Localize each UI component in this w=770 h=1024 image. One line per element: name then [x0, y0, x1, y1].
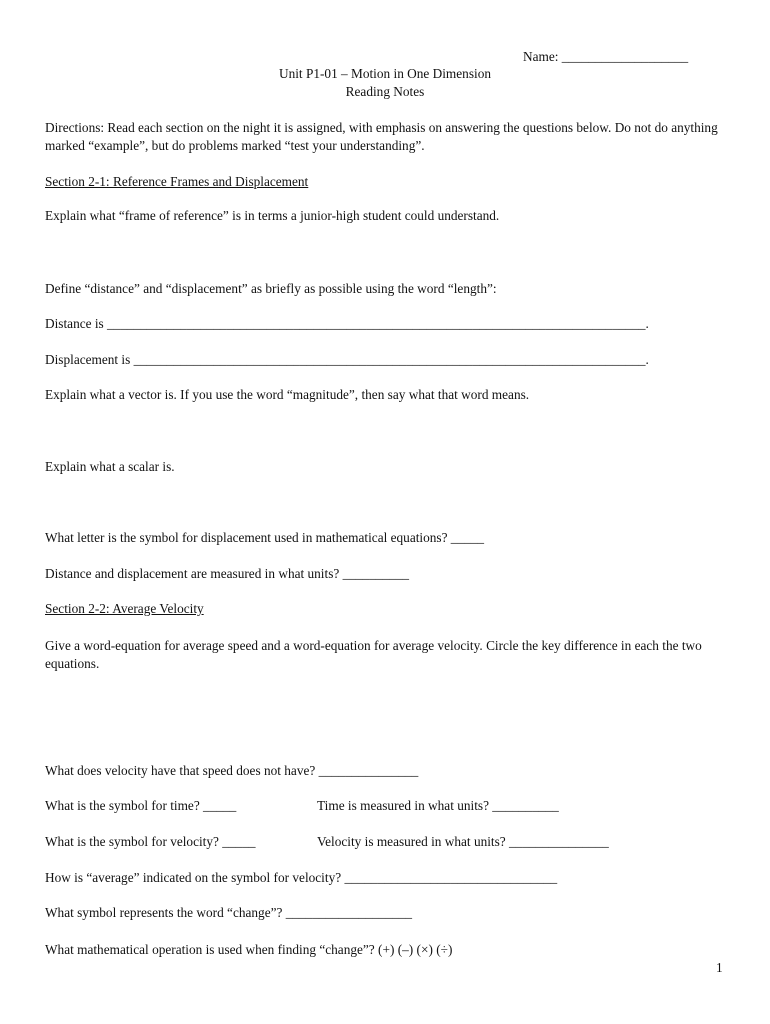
question-distance-units: Distance and displacement are measured in what units? __________ [45, 566, 410, 581]
page-number: 1 [716, 960, 723, 975]
question-average-indicated: How is “average” indicated on the symbol for velocity? ________________________________ [45, 870, 558, 885]
question-displacement-is: Displacement is _____________________________________________________________________________. [45, 352, 649, 367]
question-change-operation: What mathematical operation is used when finding “change”? (+) (–) (×) (÷) [45, 942, 453, 957]
question-time-symbol: What is the symbol for time? _____ [45, 798, 237, 813]
name-field: Name: ___________________ [523, 49, 689, 64]
section-2-1-heading: Section 2-1: Reference Frames and Displacement [45, 174, 309, 189]
question-change-symbol: What symbol represents the word “change”? ___________________ [45, 905, 413, 920]
document-subtitle: Reading Notes [345, 84, 425, 99]
section-2-2-heading: Section 2-2: Average Velocity [45, 601, 204, 616]
question-time-units: Time is measured in what units? __________ [317, 798, 559, 813]
question-velocity-units: Velocity is measured in what units? _______________ [317, 834, 609, 849]
question-frame-of-reference: Explain what “frame of reference” is in terms a junior-high student could understand. [45, 208, 500, 223]
question-scalar: Explain what a scalar is. [45, 459, 175, 474]
question-word-equations: Give a word-equation for average speed and a word-equation for average velocity. Circle the key difference in each the two equations. [45, 638, 702, 671]
question-displacement-symbol: What letter is the symbol for displacement used in mathematical equations? _____ [45, 530, 485, 545]
document-title: Unit P1-01 – Motion in One Dimension [278, 66, 491, 81]
question-define-distance-displacement: Define “distance” and “displacement” as briefly as possible using the word “length”: [45, 281, 497, 296]
question-velocity-has: What does velocity have that speed does not have? _______________ [45, 763, 419, 778]
question-velocity-symbol: What is the symbol for velocity? _____ [45, 834, 256, 849]
question-vector: Explain what a vector is. If you use the word “magnitude”, then say what that word means. [45, 387, 530, 402]
directions-paragraph: Directions: Read each section on the night it is assigned, with emphasis on answering the questions below. Do not do anything marked “example”, but do problems marked “test your understanding”. [45, 120, 718, 153]
question-distance-is: Distance is _________________________________________________________________________________. [45, 316, 649, 331]
